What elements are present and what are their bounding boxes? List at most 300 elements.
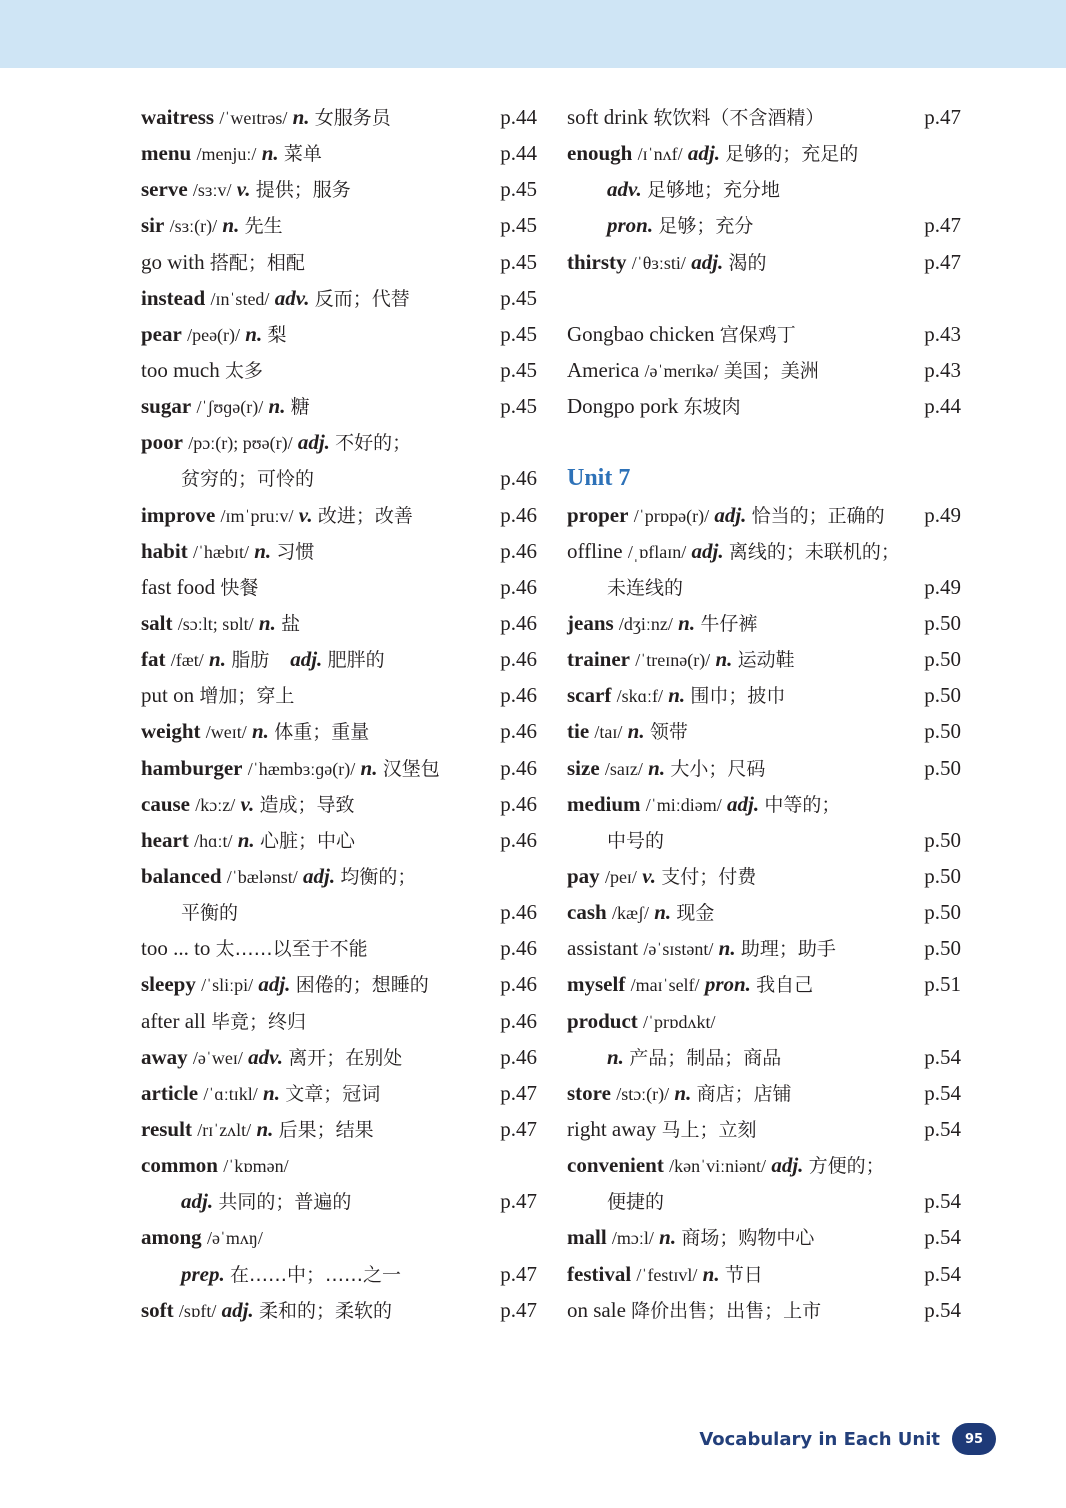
page-reference: p.50	[924, 647, 961, 672]
page-reference: p.50	[924, 827, 961, 852]
chinese-meaning: 梨	[267, 323, 287, 346]
vocab-entry	[141, 388, 537, 424]
vocab-entry	[141, 533, 537, 569]
part-of-speech: pron.	[607, 213, 654, 238]
phonetic: /maɪˈself/	[630, 975, 700, 996]
phonetic: /sɜː(r)/	[169, 216, 218, 237]
vocab-entry	[141, 352, 537, 388]
chinese-meaning: 大小；尺码	[670, 757, 766, 780]
vocab-column-right	[567, 99, 961, 1328]
phonetic: /menjuː/	[196, 144, 257, 165]
phonetic: /əˈmerɪkə/	[644, 360, 719, 381]
vocab-entry	[141, 280, 537, 316]
phonetic: /kæʃ/	[611, 903, 649, 924]
part-of-speech: n.	[261, 141, 279, 166]
page-reference: p.43	[924, 321, 961, 346]
chinese-meaning: 盐	[281, 612, 301, 635]
page-reference: p.50	[924, 683, 961, 708]
page-reference: p.46	[500, 466, 537, 491]
part-of-speech: v.	[298, 502, 313, 527]
entry-text	[567, 1111, 757, 1148]
page-reference: p.50	[924, 936, 961, 961]
chinese-meaning: 柔和的；柔软的	[258, 1299, 392, 1322]
part-of-speech: n.	[607, 1044, 624, 1069]
entry-text	[567, 135, 858, 172]
page-reference: p.49	[924, 574, 961, 599]
headword: jeans	[567, 610, 614, 635]
page-reference: p.54	[924, 1225, 961, 1250]
entry-text	[141, 497, 413, 534]
footer-title: Vocabulary in Each Unit	[699, 1428, 940, 1450]
phonetic: /ˈsliːpi/	[201, 975, 254, 996]
vocab-entry	[141, 244, 537, 280]
page-reference: p.45	[500, 177, 537, 202]
part-of-speech: n.	[222, 213, 240, 238]
part-of-speech: n.	[209, 647, 226, 672]
phonetic: /mɔːl/	[611, 1228, 654, 1249]
chinese-meaning: 女服务员	[314, 107, 391, 129]
chinese-meaning: 中号的	[607, 829, 665, 852]
vocab-entry	[567, 1003, 961, 1039]
page-reference: p.44	[924, 394, 961, 419]
chinese-meaning: 在……中；……之一	[230, 1263, 402, 1286]
chinese-meaning: 东坡肉	[683, 396, 741, 419]
chinese-meaning: 中等的；	[764, 793, 841, 816]
vocab-entry	[567, 858, 961, 894]
phonetic: /ɪnˈsted/	[210, 288, 270, 309]
headword: trainer	[567, 647, 630, 672]
page-reference: p.46	[500, 900, 537, 925]
page-reference: p.47	[500, 1116, 537, 1141]
page-reference: p.47	[924, 213, 961, 238]
entry-text	[567, 966, 813, 1003]
headword: serve	[141, 177, 188, 202]
chinese-meaning: 便捷的	[607, 1191, 665, 1214]
entry-text	[567, 533, 900, 570]
vocab-entry	[141, 930, 537, 966]
headword: pay	[567, 863, 600, 888]
phonetic: /dʒiːnz/	[618, 613, 673, 634]
headword: product	[567, 1008, 638, 1033]
vocab-entry	[141, 1292, 537, 1328]
phonetic: /ˈkɒmən/	[223, 1156, 289, 1177]
entry-text	[141, 99, 391, 136]
headword: enough	[567, 141, 633, 166]
vocab-entry	[141, 822, 537, 858]
chinese-meaning: 糖	[290, 396, 310, 419]
headword: balanced	[141, 863, 222, 888]
headword: heart	[141, 827, 189, 852]
headword: put on	[141, 683, 195, 708]
phonetic: /rɪˈzʌlt/	[197, 1119, 252, 1140]
entry-text	[141, 352, 263, 389]
phonetic: /sɜːv/	[192, 180, 232, 201]
page-reference: p.50	[924, 863, 961, 888]
headword: sugar	[141, 394, 192, 419]
vocab-entry	[567, 1039, 961, 1075]
page-reference: p.46	[500, 610, 537, 635]
part-of-speech: n.	[715, 647, 733, 672]
entry-text	[567, 894, 714, 931]
chinese-meaning: 软饮料（不含酒精）	[653, 107, 825, 129]
vocab-entry	[141, 1183, 537, 1219]
vocab-entry	[567, 207, 961, 243]
page-reference: p.51	[924, 972, 961, 997]
part-of-speech: n.	[654, 900, 672, 925]
headword: after all	[141, 1008, 206, 1033]
chinese-meaning: 降价出售；出售；上市	[631, 1299, 822, 1322]
chinese-meaning: 增加；穿上	[199, 685, 295, 708]
chinese-meaning: 围巾；披巾	[690, 685, 786, 708]
vocab-entry	[141, 497, 537, 533]
page-reference: p.46	[500, 538, 537, 563]
vocab-entry	[141, 316, 537, 352]
headword: menu	[141, 141, 192, 166]
entry-text	[567, 786, 840, 823]
headword: Dongpo pork	[567, 394, 679, 419]
headword: offline	[567, 538, 623, 563]
top-color-band	[0, 0, 1066, 68]
headword: away	[141, 1044, 188, 1069]
entry-text	[607, 1183, 664, 1220]
phonetic: /pɔː(r); pʊə(r)/	[188, 433, 293, 454]
phonetic: /saɪz/	[604, 758, 643, 779]
entry-text	[141, 605, 300, 642]
headword: Gongbao chicken	[567, 321, 715, 346]
entry-text	[141, 858, 416, 895]
page-reference: p.46	[500, 1008, 537, 1033]
part-of-speech: adj.	[691, 538, 724, 563]
headword: scarf	[567, 683, 612, 708]
part-of-speech: n.	[659, 1225, 677, 1250]
entry-text	[567, 1256, 763, 1293]
vocab-entry	[141, 569, 537, 605]
chinese-meaning: 运动鞋	[737, 649, 795, 672]
vocab-entry	[567, 135, 961, 171]
headword: soft drink	[567, 105, 649, 129]
entry-text	[141, 244, 305, 281]
entry-text	[181, 894, 238, 931]
phonetic: /ˈfestɪvl/	[636, 1264, 698, 1285]
spacer-row	[567, 280, 961, 316]
vocab-entry	[567, 1292, 961, 1328]
chinese-meaning: 反而；代替	[314, 287, 410, 310]
entry-text	[141, 1003, 306, 1040]
vocab-entry	[567, 750, 961, 786]
page-reference: p.46	[500, 755, 537, 780]
entry-text	[567, 858, 756, 895]
page-reference: p.50	[924, 900, 961, 925]
entry-text	[607, 207, 753, 244]
headword: myself	[567, 972, 626, 997]
page-reference: p.43	[924, 357, 961, 382]
entry-text	[141, 677, 294, 714]
headword: go with	[141, 249, 205, 274]
phonetic: /ˈtreɪnə(r)/	[635, 650, 711, 671]
page-reference: p.46	[500, 936, 537, 961]
headword: cause	[141, 791, 190, 816]
vocab-entry	[141, 1003, 537, 1039]
entry-text	[607, 1039, 781, 1076]
entry-text	[567, 460, 630, 496]
headword: soft	[141, 1297, 174, 1322]
part-of-speech: n.	[263, 1080, 280, 1105]
vocab-entry	[567, 894, 961, 930]
vocab-entry	[567, 1147, 961, 1183]
page-reference: p.46	[500, 574, 537, 599]
chinese-meaning: 马上；立刻	[661, 1118, 757, 1141]
page-reference: p.54	[924, 1297, 961, 1322]
vocab-entry	[141, 99, 537, 135]
page-reference: p.46	[500, 791, 537, 816]
entry-text	[607, 171, 780, 208]
part-of-speech: n.	[254, 538, 272, 563]
headword: sir	[141, 213, 165, 238]
entry-text	[567, 1075, 792, 1112]
unit-heading-row	[567, 460, 961, 496]
headword: right away	[567, 1116, 657, 1141]
phonetic: /ɪmˈpruːv/	[220, 505, 294, 526]
entry-text	[567, 1219, 814, 1256]
vocab-entry	[141, 786, 537, 822]
entry-text	[567, 1003, 715, 1040]
vocab-entry	[141, 641, 537, 677]
chinese-meaning: 离线的；未联机的；	[728, 540, 900, 563]
unit-heading: Unit 7	[567, 465, 631, 492]
part-of-speech: prep.	[181, 1261, 225, 1286]
page-reference: p.54	[924, 1044, 961, 1069]
entry-text	[567, 641, 795, 678]
phonetic: /hɑːt/	[194, 830, 233, 851]
part-of-speech: pron.	[704, 972, 751, 997]
headword: festival	[567, 1261, 632, 1286]
vocab-entry	[141, 1075, 537, 1111]
entry-text	[181, 1256, 401, 1293]
chinese-meaning: 习惯	[276, 540, 315, 563]
part-of-speech: adj.	[727, 791, 760, 816]
part-of-speech: n.	[648, 755, 666, 780]
page-reference: p.44	[500, 141, 537, 166]
phonetic: /weɪt/	[205, 722, 247, 743]
page-reference: p.54	[924, 1080, 961, 1105]
entry-text	[141, 569, 258, 606]
phonetic: /stɔː(r)/	[616, 1083, 670, 1104]
chinese-meaning: 产品；制品；商品	[629, 1046, 782, 1069]
headword: common	[141, 1153, 218, 1178]
headword: assistant	[567, 936, 639, 961]
vocab-entry	[567, 533, 961, 569]
part-of-speech: n.	[256, 1116, 274, 1141]
page-reference: p.47	[924, 249, 961, 274]
headword: waitress	[141, 105, 215, 129]
headword: weight	[141, 719, 201, 744]
headword: fat	[141, 647, 166, 672]
chinese-meaning: 体重；重量	[274, 721, 370, 744]
page-reference: p.50	[924, 755, 961, 780]
chinese-meaning: 贫穷的；可怜的	[181, 468, 315, 491]
entry-text	[607, 569, 683, 606]
page-reference: p.46	[500, 502, 537, 527]
vocab-entry	[567, 99, 961, 135]
chinese-meaning: 提供；服务	[255, 179, 351, 202]
part-of-speech: adj.	[771, 1153, 804, 1178]
entry-text	[567, 316, 796, 353]
vocab-entry	[141, 1147, 537, 1183]
chinese-meaning: 商场；购物中心	[681, 1227, 815, 1250]
entry-text	[141, 1075, 380, 1112]
vocab-entry	[567, 713, 961, 749]
vocab-entry	[567, 1075, 961, 1111]
chinese-meaning: 我自己	[756, 974, 814, 997]
page-reference: p.47	[500, 1189, 537, 1214]
vocab-entry	[567, 966, 961, 1002]
page-reference: p.47	[500, 1080, 537, 1105]
phonetic: /ˈθɜːsti/	[631, 252, 686, 273]
chinese-meaning: 造成；导致	[259, 793, 355, 816]
part-of-speech: v.	[236, 177, 251, 202]
chinese-meaning: 共同的；普遍的	[218, 1191, 352, 1214]
vocab-entry	[141, 605, 537, 641]
chinese-meaning: 渴的	[728, 251, 767, 274]
entry-text	[141, 966, 429, 1003]
page-reference: p.46	[500, 647, 537, 672]
page-reference: p.45	[500, 213, 537, 238]
vocab-entry	[567, 388, 961, 424]
headword: too much	[141, 357, 220, 382]
chinese-meaning: 方便的；	[808, 1155, 885, 1178]
part-of-speech: n.	[252, 719, 269, 744]
vocab-entry	[141, 207, 537, 243]
entry-text	[567, 99, 824, 136]
page-reference: p.47	[924, 105, 961, 129]
page-number-badge: 95	[952, 1423, 996, 1455]
entry-text	[181, 460, 314, 497]
page-reference: p.49	[924, 502, 961, 527]
vocab-entry	[141, 858, 537, 894]
chinese-meaning: 菜单	[283, 143, 322, 166]
page-reference: p.50	[924, 719, 961, 744]
entry-text	[567, 605, 757, 642]
chinese-meaning: 足够；充分	[658, 215, 754, 238]
part-of-speech: adj.	[303, 863, 336, 888]
chinese-meaning: 现金	[676, 902, 715, 925]
chinese-meaning: 毕竟；终归	[210, 1010, 306, 1033]
part-of-speech: adj.	[258, 972, 291, 997]
part-of-speech: adv.	[248, 1044, 283, 1069]
headword: fast food	[141, 574, 216, 599]
vocab-entry	[567, 1219, 961, 1255]
entry-text	[141, 280, 410, 317]
vocab-entry	[567, 930, 961, 966]
part-of-speech: n.	[718, 936, 736, 961]
phonetic: /kɔːz/	[195, 794, 236, 815]
part-of-speech: n.	[678, 610, 696, 635]
headword: thirsty	[567, 249, 627, 274]
part-of-speech: adj.	[714, 502, 747, 527]
chinese-meaning: 宫保鸡丁	[719, 323, 796, 346]
entry-text	[141, 316, 287, 353]
vocab-entry	[141, 677, 537, 713]
page-reference: p.46	[500, 719, 537, 744]
phonetic: /ˈprɒpə(r)/	[633, 505, 710, 526]
vocab-entry	[567, 1111, 961, 1147]
chinese-meaning: 离开；在别处	[288, 1046, 403, 1069]
vocab-entry	[567, 677, 961, 713]
phonetic: /skɑːf/	[616, 686, 663, 707]
chinese-meaning: 太多	[225, 359, 264, 382]
part-of-speech: adj.	[297, 430, 330, 455]
entry-text	[141, 135, 322, 172]
headword: salt	[141, 610, 173, 635]
part-of-speech: n.	[258, 610, 276, 635]
entry-text	[141, 1147, 289, 1184]
part-of-speech: adv.	[607, 177, 642, 202]
headword: on sale	[567, 1297, 626, 1322]
page-reference: p.46	[500, 827, 537, 852]
headword: among	[141, 1225, 202, 1250]
page-reference: p.45	[500, 357, 537, 382]
vocab-entry	[141, 460, 537, 496]
entry-text	[141, 1111, 374, 1148]
vocab-entry	[141, 1256, 537, 1292]
phonetic: /ˌɒflaɪn/	[627, 541, 687, 562]
chinese-meaning: 助理；助手	[740, 938, 836, 961]
page-reference: p.46	[500, 972, 537, 997]
chinese-meaning: 平衡的	[181, 902, 239, 925]
entry-text	[567, 244, 767, 281]
phonetic: /əˈmʌŋ/	[206, 1228, 263, 1249]
headword: medium	[567, 791, 641, 816]
chinese-meaning: 不好的；	[335, 432, 412, 455]
entry-text	[141, 207, 283, 244]
part-of-speech: adj.	[691, 249, 724, 274]
headword: improve	[141, 502, 216, 527]
vocab-entry	[567, 1183, 961, 1219]
part-of-speech: v.	[642, 863, 656, 888]
vocab-entry	[567, 569, 961, 605]
phonetic: /peə(r)/	[187, 324, 241, 345]
headword: article	[141, 1080, 199, 1105]
chinese-meaning: 领带	[649, 721, 688, 744]
entry-text	[567, 497, 885, 534]
chinese-meaning: 快餐	[220, 576, 259, 599]
entry-text	[181, 1183, 351, 1220]
phonetic: /peɪ/	[604, 866, 637, 887]
vocab-column-left	[141, 99, 537, 1328]
page-reference: p.47	[500, 1261, 537, 1286]
headword: poor	[141, 430, 183, 455]
part-of-speech: n.	[668, 683, 686, 708]
vocab-entry	[141, 171, 537, 207]
chinese-meaning: 搭配；相配	[209, 251, 305, 274]
entry-text	[141, 388, 310, 425]
phonetic: /ˈhæmbɜːɡə(r)/	[247, 758, 356, 779]
entry-text	[141, 822, 355, 859]
chinese-meaning: 太……以至于不能	[215, 938, 368, 961]
entry-text	[567, 930, 836, 967]
entry-text	[141, 1039, 402, 1076]
phonetic: /ˈhæbɪt/	[192, 541, 249, 562]
vocab-entry	[141, 1039, 537, 1075]
headword: habit	[141, 538, 188, 563]
page-reference: p.45	[500, 394, 537, 419]
vocab-entry	[567, 786, 961, 822]
part-of-speech: adj.	[181, 1189, 214, 1214]
part-of-speech: adj.	[290, 647, 323, 672]
phonetic: /ˈbælənst/	[226, 866, 298, 887]
vocab-entry	[567, 352, 961, 388]
page-reference: p.46	[500, 1044, 537, 1069]
